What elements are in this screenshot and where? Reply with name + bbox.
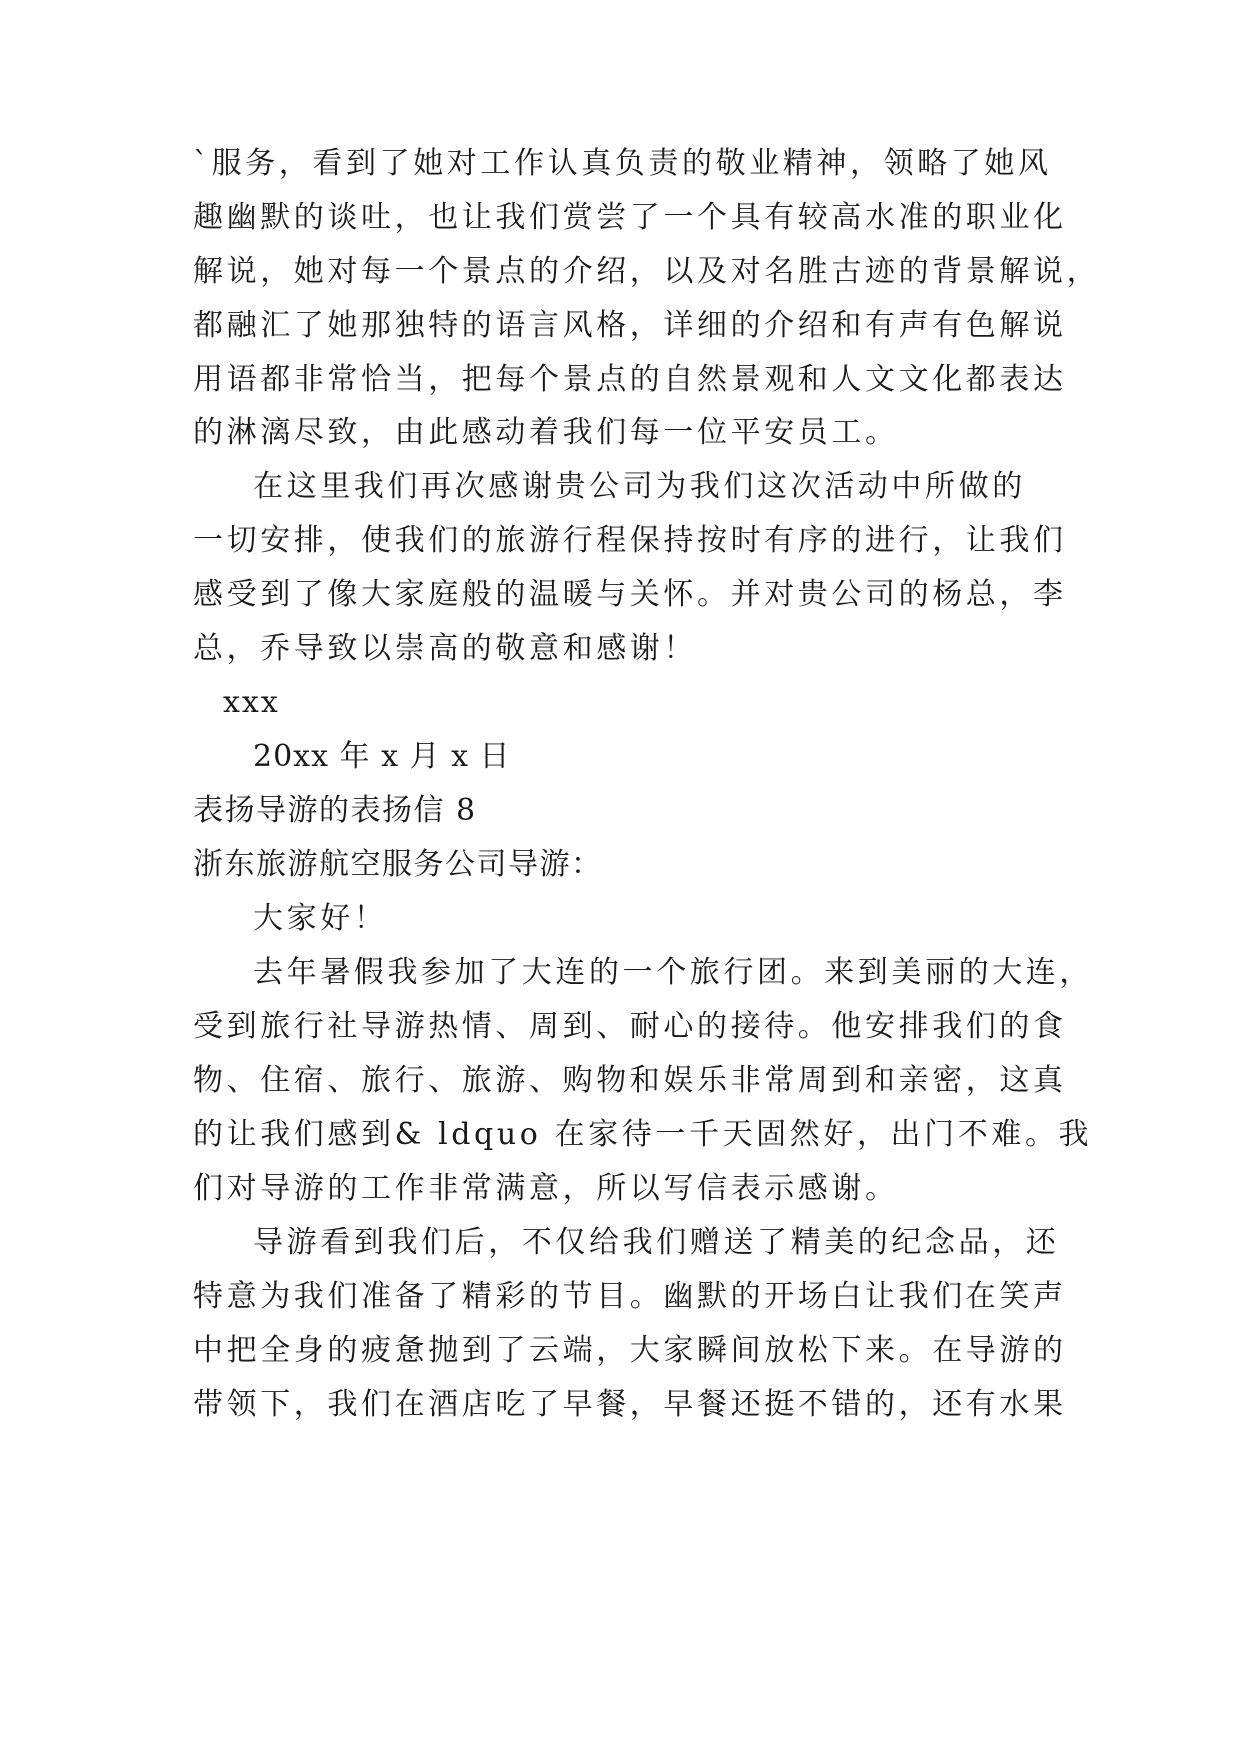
paragraph-line: 中把全身的疲惫抛到了云端，大家瞬间放松下来。在导游的: [193, 1333, 1067, 1368]
paragraph-line: 带领下，我们在酒店吃了早餐，早餐还挺不错的，还有水果: [193, 1387, 1067, 1422]
paragraph-line: 一切安排，使我们的旅游行程保持按时有序的进行，让我们: [193, 523, 1067, 558]
paragraph-line: 特意为我们准备了精彩的节目。幽默的开场白让我们在笑声: [193, 1279, 1067, 1314]
signature-date: 20xx 年 x 月 x 日: [253, 739, 511, 774]
paragraph-line: 用语都非常恰当，把每个景点的自然景观和人文文化都表达: [193, 362, 1067, 397]
paragraph-line: 的让我们感到& ldquo 在家待一千天固然好，出门不难。我: [193, 1117, 1093, 1152]
paragraph-line: 的淋漓尽致，由此感动着我们每一位平安员工。: [193, 415, 899, 450]
greeting: 大家好！: [253, 901, 388, 936]
letter-title: 表扬导游的表扬信 8: [193, 793, 477, 828]
signature-name: xxx: [223, 685, 280, 720]
paragraph-line: 都融汇了她那独特的语言风格，详细的介绍和有声有色解说: [193, 308, 1067, 343]
paragraph-line: `服务，看到了她对工作认真负责的敬业精神，领略了她风: [193, 146, 1052, 181]
paragraph-line: 感受到了像大家庭般的温暖与关怀。并对贵公司的杨总，李: [193, 577, 1067, 612]
paragraph-line: 们对导游的工作非常满意，所以写信表示感谢。: [193, 1171, 899, 1206]
paragraph-line: 在这里我们再次感谢贵公司为我们这次活动中所做的: [253, 469, 1026, 504]
letter-salutation: 浙东旅游航空服务公司导游：: [193, 847, 603, 882]
paragraph-line: 去年暑假我参加了大连的一个旅行团。来到美丽的大连，: [253, 955, 1093, 990]
paragraph-line: 趣幽默的谈吐，也让我们赏尝了一个具有较高水准的职业化: [193, 200, 1067, 235]
paragraph-line: 解说，她对每一个景点的介绍，以及对名胜古迹的背景解说，: [193, 254, 1101, 289]
paragraph-line: 导游看到我们后，不仅给我们赠送了精美的纪念品，还: [253, 1225, 1060, 1260]
paragraph-line: 受到旅行社导游热情、周到、耐心的接待。他安排我们的食: [193, 1009, 1067, 1044]
paragraph-line: 总，乔导致以崇高的敬意和感谢！: [193, 631, 697, 666]
paragraph-line: 物、住宿、旅行、旅游、购物和娱乐非常周到和亲密，这真: [193, 1063, 1067, 1098]
